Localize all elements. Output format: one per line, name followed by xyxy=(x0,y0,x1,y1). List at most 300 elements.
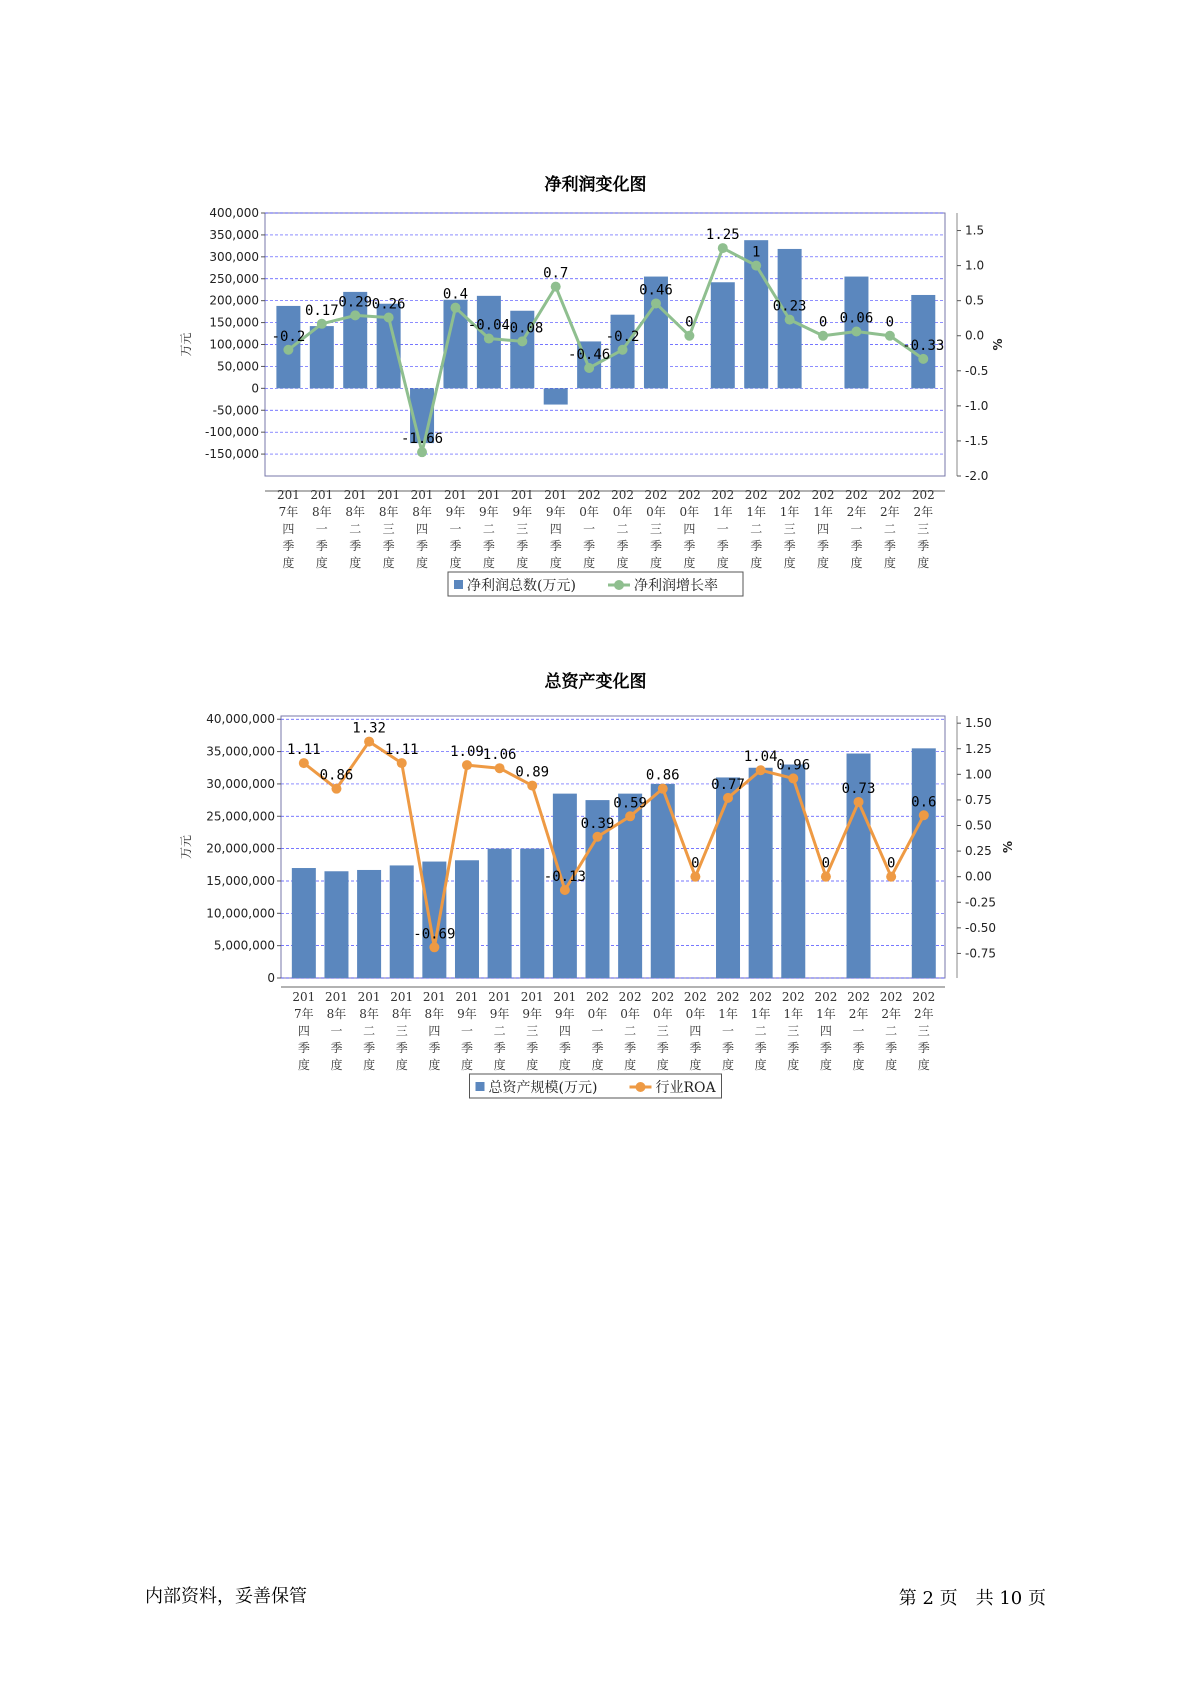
x-tick-label: 季 xyxy=(526,1041,539,1055)
x-tick-label: 季 xyxy=(783,539,796,553)
page-number: 2 xyxy=(922,1588,934,1609)
x-tick-label: 1年 xyxy=(746,505,767,519)
x-tick-label: 201 xyxy=(276,488,300,502)
data-label: 1.32 xyxy=(352,720,386,737)
x-tick-label: 202 xyxy=(711,488,735,502)
x-tick-label: 三 xyxy=(526,1024,539,1038)
x-tick-label: 1年 xyxy=(816,1007,836,1021)
legend-bar-label: 净利润总数(万元) xyxy=(467,578,576,594)
page-total: 10 xyxy=(999,1588,1023,1609)
x-tick-label: 季 xyxy=(817,539,830,553)
x-tick-label: 7年 xyxy=(294,1007,314,1021)
x-tick-label: 1年 xyxy=(750,1007,771,1021)
x-tick-label: 度 xyxy=(416,556,429,570)
x-tick-label: 202 xyxy=(911,488,935,502)
line-point xyxy=(886,872,896,882)
data-label: 0 xyxy=(886,855,896,872)
x-tick-label: 季 xyxy=(516,539,529,553)
line-point xyxy=(429,942,439,952)
line-point xyxy=(690,872,700,882)
line-point xyxy=(788,773,798,783)
bar xyxy=(716,777,740,978)
y2-tick-label: 1.0 xyxy=(965,258,985,273)
x-tick-label: 201 xyxy=(357,990,381,1004)
x-tick-label: 201 xyxy=(377,488,401,502)
x-tick-label: 0年 xyxy=(587,1007,608,1021)
x-tick-label: 度 xyxy=(852,1058,865,1072)
x-tick-label: 8年 xyxy=(359,1007,379,1021)
x-tick-label: 度 xyxy=(917,1058,930,1072)
x-tick-label: 度 xyxy=(526,1058,539,1072)
data-label: -0.2 xyxy=(271,328,306,345)
y2-tick-label: -0.5 xyxy=(965,363,989,378)
y2-tick-label: -2.0 xyxy=(965,469,989,483)
y-tick-label: 10,000,000 xyxy=(206,906,275,921)
x-tick-label: 8年 xyxy=(345,505,366,519)
y-tick-label: 5,000,000 xyxy=(213,938,275,953)
x-tick-label: 2年 xyxy=(881,1007,901,1021)
x-tick-label: 季 xyxy=(482,539,495,553)
x-tick-label: 8年 xyxy=(391,1007,412,1021)
x-tick-label: 季 xyxy=(750,539,763,553)
page-mid: 页 共 xyxy=(939,1588,994,1609)
y-tick-label: 15,000,000 xyxy=(206,873,275,888)
x-tick-label: 季 xyxy=(330,1041,343,1055)
line-point xyxy=(919,810,929,820)
x-tick-label: 三 xyxy=(382,522,395,536)
line-point xyxy=(625,811,635,821)
x-tick-label: 度 xyxy=(382,556,395,570)
x-tick-label: 0年 xyxy=(646,505,666,519)
y-tick-label: -100,000 xyxy=(205,425,259,440)
y-tick-label: 20,000,000 xyxy=(206,841,275,856)
x-tick-label: 202 xyxy=(749,990,773,1004)
x-tick-label: 202 xyxy=(879,990,903,1004)
x-tick-label: 201 xyxy=(544,488,568,502)
x-tick-label: 二 xyxy=(616,522,629,536)
x-tick-label: 度 xyxy=(349,556,362,570)
legend-line-label: 行业ROA xyxy=(655,1080,716,1096)
x-tick-label: 季 xyxy=(282,539,295,553)
data-label: -0.04 xyxy=(467,317,510,334)
x-tick-label: 7年 xyxy=(278,505,299,519)
data-label: 0.73 xyxy=(841,780,876,797)
data-label: -0.46 xyxy=(568,346,611,363)
x-tick-label: 季 xyxy=(917,539,930,553)
x-tick-label: 度 xyxy=(282,556,295,570)
line-point xyxy=(854,797,864,807)
x-tick-label: 度 xyxy=(754,1058,767,1072)
x-tick-label: 二 xyxy=(750,522,763,536)
x-tick-label: 202 xyxy=(878,488,902,502)
x-tick-label: 季 xyxy=(716,539,729,553)
y-tick-label: 0 xyxy=(251,381,259,396)
x-tick-label: 2年 xyxy=(848,1007,869,1021)
x-tick-label: 季 xyxy=(583,539,596,553)
y2-tick-label: 0.25 xyxy=(965,844,992,859)
x-tick-label: 201 xyxy=(510,488,534,502)
x-tick-label: 季 xyxy=(624,1041,637,1055)
x-tick-label: 二 xyxy=(363,1024,376,1038)
x-tick-label: 度 xyxy=(616,556,629,570)
x-tick-label: 季 xyxy=(754,1041,767,1055)
y2-tick-label: -1.5 xyxy=(965,433,989,448)
x-tick-label: 度 xyxy=(883,556,896,570)
x-tick-label: 三 xyxy=(787,1024,800,1038)
legend-line-marker xyxy=(636,1082,646,1092)
x-tick-label: 二 xyxy=(349,522,362,536)
data-label: 0.86 xyxy=(645,767,680,784)
x-tick-label: 2年 xyxy=(846,505,867,519)
x-tick-label: 201 xyxy=(553,990,577,1004)
x-tick-label: 9年 xyxy=(457,1007,477,1021)
x-tick-label: 201 xyxy=(292,990,316,1004)
y2-tick-label: 0.75 xyxy=(965,792,992,807)
y-tick-label: -150,000 xyxy=(205,447,259,462)
bar xyxy=(520,849,544,978)
x-tick-label: 1年 xyxy=(783,1007,804,1021)
x-tick-label: 一 xyxy=(330,1024,343,1038)
x-tick-label: 三 xyxy=(656,1024,669,1038)
data-label: -0.2 xyxy=(605,328,640,345)
x-tick-label: 四 xyxy=(819,1024,832,1038)
bar xyxy=(781,765,805,978)
y2-tick-label: -1.0 xyxy=(965,398,989,413)
data-label: 1 xyxy=(751,244,761,261)
x-tick-label: 一 xyxy=(315,522,328,536)
x-tick-label: 季 xyxy=(819,1041,832,1055)
y-tick-label: 35,000,000 xyxy=(206,744,275,759)
x-tick-label: 度 xyxy=(482,556,495,570)
x-tick-label: 201 xyxy=(477,488,501,502)
x-tick-label: 0年 xyxy=(620,1007,640,1021)
data-label: 0.06 xyxy=(839,310,874,327)
y-tick-label: 150,000 xyxy=(209,315,259,330)
x-tick-label: 季 xyxy=(315,539,328,553)
data-label: 0 xyxy=(821,855,831,872)
x-tick-label: 202 xyxy=(716,990,740,1004)
data-label: 0.17 xyxy=(304,302,339,319)
x-tick-label: 202 xyxy=(677,488,701,502)
bar xyxy=(292,868,316,978)
x-tick-label: 三 xyxy=(783,522,796,536)
x-tick-label: 202 xyxy=(811,488,835,502)
x-tick-label: 202 xyxy=(586,990,609,1004)
y2-tick-label: -0.25 xyxy=(965,895,997,910)
x-tick-label: 季 xyxy=(297,1041,310,1055)
y2-tick-label: 1.25 xyxy=(965,741,992,756)
x-tick-label: 一 xyxy=(850,522,863,536)
x-tick-label: 8年 xyxy=(326,1007,347,1021)
x-tick-label: 季 xyxy=(683,539,696,553)
x-tick-label: 四 xyxy=(549,522,562,536)
x-tick-label: 四 xyxy=(416,522,429,536)
x-tick-label: 季 xyxy=(382,539,395,553)
x-tick-label: 季 xyxy=(616,539,629,553)
bar xyxy=(455,860,479,978)
legend-bar-label: 总资产规模(万元) xyxy=(488,1080,598,1096)
x-tick-label: 三 xyxy=(917,1024,930,1038)
x-tick-label: 度 xyxy=(516,556,529,570)
data-label: 0.89 xyxy=(515,764,550,781)
x-tick-label: 四 xyxy=(282,522,295,536)
y-tick-label: 25,000,000 xyxy=(206,809,275,824)
x-tick-label: 201 xyxy=(325,990,348,1004)
data-label: 0.59 xyxy=(613,795,647,812)
x-tick-label: 季 xyxy=(917,1041,930,1055)
x-tick-label: 9年 xyxy=(512,505,533,519)
data-label: 1.11 xyxy=(286,742,321,759)
data-label: 1.06 xyxy=(482,747,517,764)
x-tick-label: 1年 xyxy=(718,1007,738,1021)
y2-tick-label: 0.5 xyxy=(965,293,985,308)
y-tick-label: 0 xyxy=(267,971,275,985)
x-tick-label: 2年 xyxy=(880,505,900,519)
x-tick-label: 度 xyxy=(558,1058,571,1072)
data-label: 0 xyxy=(685,314,694,331)
line-point xyxy=(821,872,831,882)
legend-bar-swatch xyxy=(476,1082,485,1091)
y-tick-label: 350,000 xyxy=(209,227,259,242)
x-tick-label: 8年 xyxy=(378,505,399,519)
x-tick-label: 度 xyxy=(783,556,796,570)
x-tick-label: 2年 xyxy=(913,1007,934,1021)
data-label: 1.04 xyxy=(743,749,778,766)
y2-tick-label: 1.00 xyxy=(965,767,992,782)
x-tick-label: 度 xyxy=(428,1058,441,1072)
x-tick-label: 度 xyxy=(493,1058,506,1072)
x-tick-label: 四 xyxy=(297,1024,310,1038)
y-tick-label: 200,000 xyxy=(209,293,259,308)
x-tick-label: 度 xyxy=(750,556,763,570)
y2-tick-label: -0.75 xyxy=(965,946,997,961)
y2-tick-label: 0.50 xyxy=(965,818,992,833)
line-point xyxy=(723,793,733,803)
page-prefix: 第 xyxy=(898,1588,917,1609)
x-tick-label: 202 xyxy=(577,488,601,502)
x-tick-label: 2年 xyxy=(913,505,934,519)
x-tick-label: 202 xyxy=(651,990,675,1004)
data-label: 0 xyxy=(818,314,828,331)
x-tick-label: 202 xyxy=(778,488,802,502)
x-tick-label: 度 xyxy=(460,1058,473,1072)
y-tick-label: 250,000 xyxy=(209,271,259,286)
x-tick-label: 度 xyxy=(917,556,930,570)
x-tick-label: 二 xyxy=(885,1024,898,1038)
x-tick-label: 二 xyxy=(883,522,896,536)
x-tick-label: 一 xyxy=(583,522,596,536)
y-axis-title: 万元 xyxy=(179,834,193,860)
bar xyxy=(422,862,446,978)
x-tick-label: 季 xyxy=(428,1041,441,1055)
x-tick-label: 度 xyxy=(449,556,462,570)
x-tick-label: 二 xyxy=(624,1024,637,1038)
data-label: -1.66 xyxy=(400,431,444,448)
y-tick-label: 100,000 xyxy=(209,337,259,352)
data-label: 0.4 xyxy=(442,286,469,303)
bar xyxy=(912,748,936,978)
y2-tick-label: -0.50 xyxy=(965,920,997,935)
x-tick-label: 1年 xyxy=(813,505,833,519)
x-tick-label: 度 xyxy=(330,1058,343,1072)
x-tick-label: 季 xyxy=(787,1041,800,1055)
x-tick-label: 202 xyxy=(814,990,838,1004)
x-tick-label: 度 xyxy=(315,556,328,570)
x-tick-label: 度 xyxy=(583,556,596,570)
y-tick-label: 300,000 xyxy=(209,249,259,264)
x-tick-label: 三 xyxy=(395,1024,408,1038)
data-label: -0.13 xyxy=(543,868,586,885)
x-tick-label: 201 xyxy=(444,488,467,502)
x-tick-label: 0年 xyxy=(679,505,700,519)
data-label: 1.09 xyxy=(450,744,484,761)
y2-tick-label: 0.0 xyxy=(965,328,985,343)
x-tick-label: 度 xyxy=(689,1058,702,1072)
line-point xyxy=(756,765,766,775)
line-point xyxy=(462,760,472,770)
x-tick-label: 四 xyxy=(817,522,830,536)
x-tick-label: 季 xyxy=(649,539,662,553)
bar xyxy=(488,849,512,978)
x-tick-label: 度 xyxy=(683,556,696,570)
x-tick-label: 度 xyxy=(787,1058,800,1072)
x-tick-label: 季 xyxy=(395,1041,408,1055)
x-tick-label: 季 xyxy=(850,539,863,553)
y2-tick-label: 1.5 xyxy=(965,223,985,238)
data-label: 0.6 xyxy=(911,794,937,811)
bar xyxy=(357,870,381,978)
data-label: 0.86 xyxy=(319,767,354,784)
x-tick-label: 度 xyxy=(656,1058,669,1072)
chart-title: 总资产变化图 xyxy=(544,672,647,692)
x-tick-label: 0年 xyxy=(612,505,633,519)
x-tick-label: 二 xyxy=(754,1024,767,1038)
x-tick-label: 9年 xyxy=(545,505,566,519)
y2-axis-title: % xyxy=(991,338,1005,351)
y-axis-title: 万元 xyxy=(179,332,193,357)
x-tick-label: 1年 xyxy=(779,505,800,519)
x-tick-label: 度 xyxy=(649,556,662,570)
x-tick-label: 季 xyxy=(885,1041,898,1055)
x-tick-label: 度 xyxy=(363,1058,376,1072)
x-tick-label: 8年 xyxy=(311,505,332,519)
x-tick-label: 季 xyxy=(493,1041,506,1055)
y-tick-label: 30,000,000 xyxy=(206,776,275,791)
x-tick-label: 202 xyxy=(847,990,870,1004)
data-label: 0.29 xyxy=(338,294,373,311)
x-tick-label: 度 xyxy=(297,1058,310,1072)
x-tick-label: 四 xyxy=(428,1024,441,1038)
x-tick-label: 季 xyxy=(363,1041,376,1055)
x-tick-label: 201 xyxy=(310,488,334,502)
x-tick-label: 季 xyxy=(689,1041,702,1055)
data-label: -0.69 xyxy=(413,926,456,943)
data-label: 0.46 xyxy=(639,282,673,299)
x-tick-label: 9年 xyxy=(489,1007,510,1021)
x-tick-label: 度 xyxy=(549,556,562,570)
x-tick-label: 度 xyxy=(624,1058,637,1072)
x-tick-label: 季 xyxy=(883,539,896,553)
x-tick-label: 季 xyxy=(449,539,462,553)
x-tick-label: 季 xyxy=(549,539,562,553)
data-label: 0 xyxy=(885,314,895,331)
data-label: 0.23 xyxy=(772,298,807,315)
x-tick-label: 一 xyxy=(722,1024,735,1038)
line-point xyxy=(331,784,341,794)
line-point xyxy=(560,885,570,895)
page-suffix: 页 xyxy=(1028,1588,1046,1609)
legend-line-label: 净利润增长率 xyxy=(634,578,718,594)
y-tick-label: 400,000 xyxy=(209,206,259,220)
data-label: 0.96 xyxy=(776,757,811,774)
x-tick-label: 季 xyxy=(852,1041,865,1055)
x-tick-label: 一 xyxy=(449,522,462,536)
x-tick-label: 度 xyxy=(817,556,830,570)
x-tick-label: 202 xyxy=(611,488,634,502)
x-tick-label: 9年 xyxy=(555,1007,575,1021)
x-tick-label: 0年 xyxy=(685,1007,706,1021)
x-tick-label: 一 xyxy=(716,522,729,536)
x-tick-label: 201 xyxy=(410,488,434,502)
x-tick-label: 度 xyxy=(722,1058,735,1072)
line-point xyxy=(397,758,407,768)
x-tick-label: 一 xyxy=(460,1024,473,1038)
x-tick-label: 度 xyxy=(716,556,729,570)
x-tick-label: 0年 xyxy=(652,1007,673,1021)
data-label: 0.26 xyxy=(371,296,406,313)
x-tick-label: 9年 xyxy=(445,505,466,519)
x-tick-label: 1年 xyxy=(712,505,733,519)
x-tick-label: 度 xyxy=(819,1058,832,1072)
x-tick-label: 度 xyxy=(850,556,863,570)
line-point xyxy=(299,758,309,768)
y-tick-label: 40,000,000 xyxy=(206,712,275,727)
x-tick-label: 201 xyxy=(422,990,446,1004)
x-tick-label: 季 xyxy=(722,1041,735,1055)
x-tick-label: 202 xyxy=(683,990,707,1004)
x-tick-label: 9年 xyxy=(479,505,499,519)
x-tick-label: 201 xyxy=(390,990,414,1004)
x-tick-label: 季 xyxy=(656,1041,669,1055)
chart-title: 净利润变化图 xyxy=(544,175,647,195)
x-tick-label: 201 xyxy=(488,990,512,1004)
x-tick-label: 季 xyxy=(349,539,362,553)
y2-tick-label: 0.00 xyxy=(965,869,992,884)
x-tick-label: 季 xyxy=(591,1041,604,1055)
y2-axis-title: % xyxy=(1001,840,1015,854)
line-point xyxy=(495,763,505,773)
x-tick-label: 202 xyxy=(744,488,768,502)
data-label: 0.7 xyxy=(543,265,569,282)
x-tick-label: 0年 xyxy=(579,505,599,519)
data-label: -0.33 xyxy=(902,337,945,354)
x-tick-label: 一 xyxy=(852,1024,865,1038)
data-label: 1.25 xyxy=(705,227,740,244)
x-tick-label: 8年 xyxy=(412,505,432,519)
bar xyxy=(324,871,348,978)
x-tick-label: 三 xyxy=(516,522,529,536)
x-tick-label: 201 xyxy=(455,990,479,1004)
x-tick-label: 二 xyxy=(493,1024,506,1038)
footer-confidential-note: 内部资料，妥善保管 xyxy=(145,1586,307,1607)
y2-tick-label: 1.50 xyxy=(965,716,992,731)
x-tick-label: 四 xyxy=(558,1024,571,1038)
x-tick-label: 201 xyxy=(343,488,367,502)
x-tick-label: 三 xyxy=(649,522,662,536)
data-label: 1.11 xyxy=(384,742,419,759)
x-tick-label: 9年 xyxy=(522,1007,543,1021)
x-tick-label: 季 xyxy=(460,1041,473,1055)
